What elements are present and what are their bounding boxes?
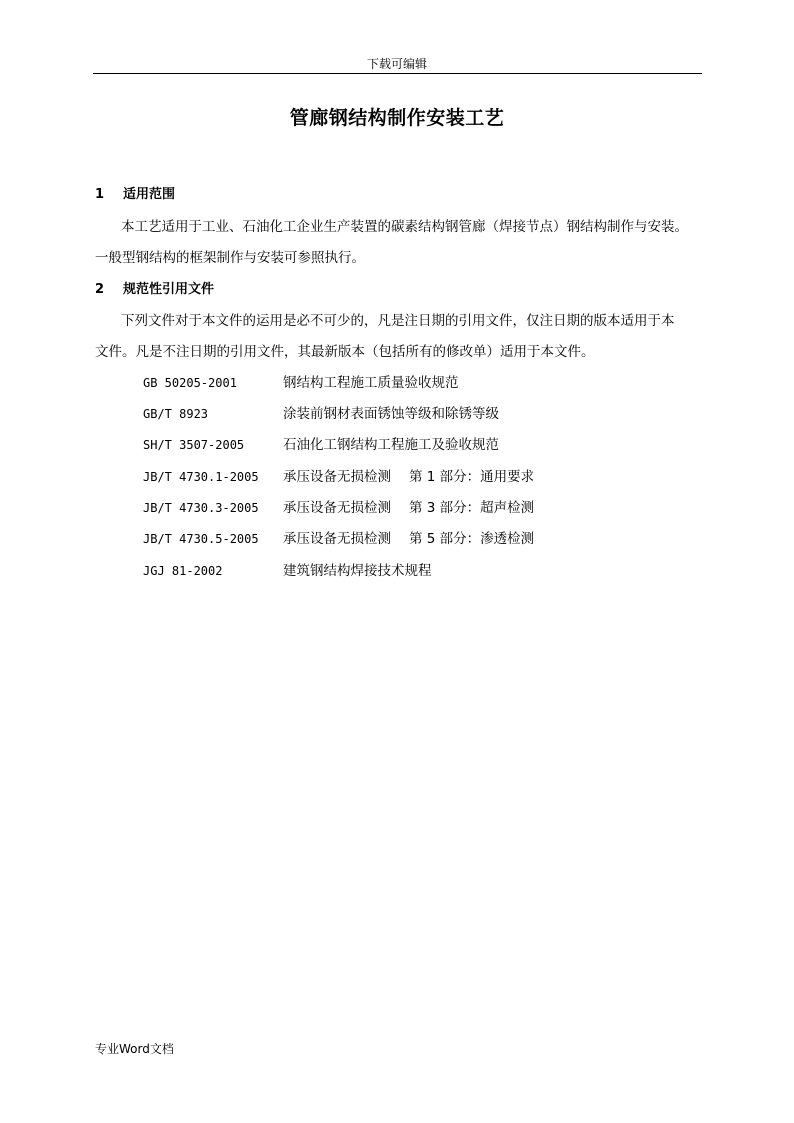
reference-part: 第 5 部分：渗透检测 xyxy=(409,531,535,547)
reference-part: 第 3 部分：超声检测 xyxy=(409,500,535,516)
reference-title-text: 钢结构工程施工质量验收规范 xyxy=(283,375,459,391)
reference-title xyxy=(283,467,534,487)
reference-code: JGJ 81-2002 xyxy=(143,564,223,578)
reference-title-text: 石油化工钢结构工程施工及验收规范 xyxy=(283,437,499,453)
reference-title xyxy=(283,373,459,393)
paragraph-line: 文件。凡是不注日期的引用文件，其最新版本（包括所有的修改单）适用于本文件。 xyxy=(95,344,595,360)
section-1-heading xyxy=(95,185,175,205)
section-2-heading xyxy=(95,280,214,300)
reference-title-text: 承压设备无损检测 xyxy=(283,531,391,547)
document-title: 管廊钢结构制作安装工艺 xyxy=(289,107,505,129)
reference-title xyxy=(283,561,432,581)
reference-title-text: 建筑钢结构焊接技术规程 xyxy=(283,563,432,579)
reference-title xyxy=(283,498,534,518)
reference-title-text: 承压设备无损检测 xyxy=(283,469,391,485)
header-divider xyxy=(93,73,702,74)
reference-code: JB/T 4730.1-2005 xyxy=(143,470,259,484)
section-title: 适用范围 xyxy=(123,187,176,202)
page-header: 下载可编辑 xyxy=(366,57,427,71)
reference-part: 第 1 部分：通用要求 xyxy=(409,469,535,485)
paragraph-line: 一般型钢结构的框架制作与安装可参照执行。 xyxy=(95,250,365,266)
reference-title xyxy=(283,404,499,424)
reference-title-text: 涂装前钢材表面锈蚀等级和除锈等级 xyxy=(283,406,499,422)
reference-code: GB/T 8923 xyxy=(143,407,209,421)
reference-code: SH/T 3507-2005 xyxy=(143,438,245,452)
section-number: 2 xyxy=(95,282,105,297)
reference-code: JB/T 4730.5-2005 xyxy=(143,532,259,546)
paragraph-line: 本工艺适用于工业、石油化工企业生产装置的碳素结构钢管廊（焊接节点）钢结构制作与安装。 xyxy=(121,219,688,235)
reference-title xyxy=(283,529,534,549)
reference-title xyxy=(283,435,499,455)
reference-title-text: 承压设备无损检测 xyxy=(283,500,391,516)
section-number: 1 xyxy=(95,187,105,202)
section-title: 规范性引用文件 xyxy=(123,282,215,297)
reference-code: GB 50205-2001 xyxy=(143,376,237,390)
page-footer: 专业Word文档 xyxy=(95,1042,174,1056)
paragraph-line: 下列文件对于本文件的运用是必不可少的，凡是注日期的引用文件，仅注日期的版本适用于本 xyxy=(121,313,675,329)
reference-code: JB/T 4730.3-2005 xyxy=(143,501,259,515)
